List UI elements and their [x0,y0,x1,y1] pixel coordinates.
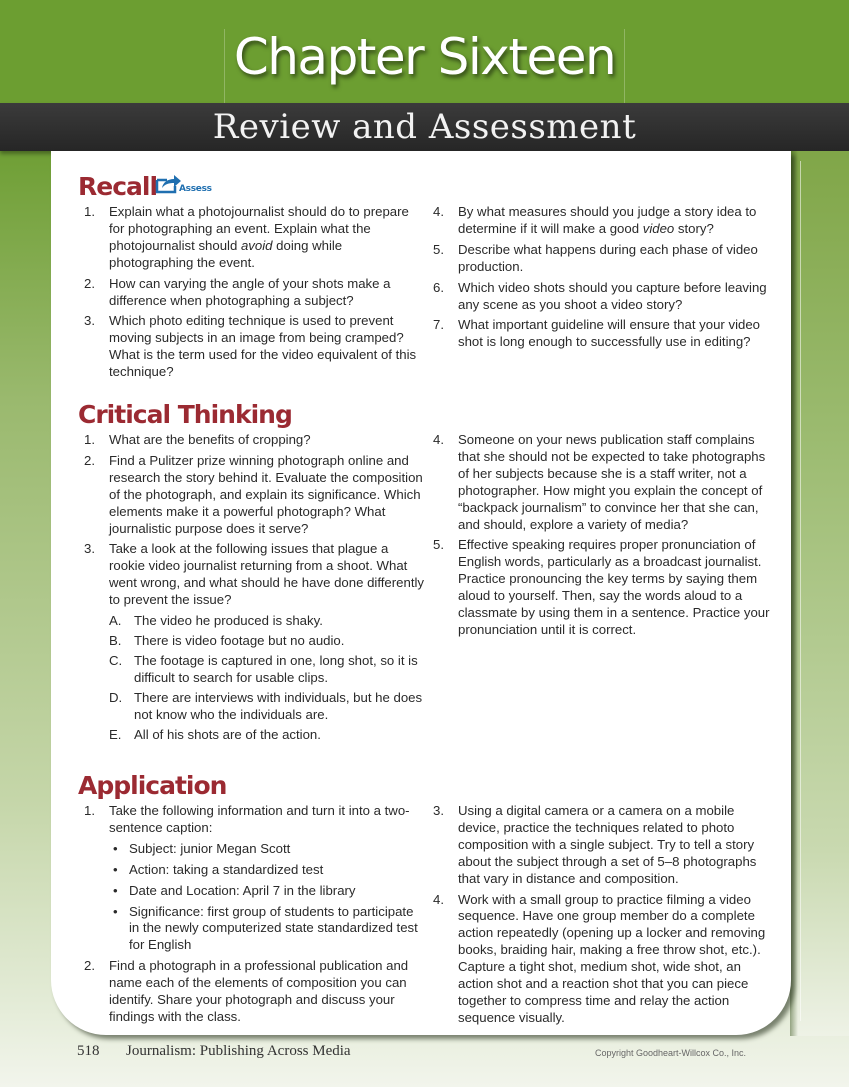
recall-item-2: 2. How can varying the angle of your shots make a difference when photographing a subject? [84,275,391,308]
application-column-left [81,803,426,1030]
recall-item-7: 7. What important guideline will ensure that your video shot is long enough to successfully use in editing? [433,317,761,350]
application-item-1-bullets [109,841,426,954]
chapter-title: Chapter Sixteen [233,28,616,86]
application-item-1: 1. Take the following information and turn it into a two-sentence caption: • Subject: junior Megan Scott • Action: taking a standardized test • Date and Location: April 7 in the library • Significance: first group of students to participate in the newly computerized state standardized test for English [81,803,426,954]
page-subtitle: Review and Assessment [212,107,637,147]
right-decorative-strip [790,151,849,1036]
application-item-4: 4. Work with a small group to practice filming a video sequence. Have one group member do a complete action repeatedly (opening up a locker and removing books, braiding hair, making a free throw shot, etc.). Capture a tight shot, medium shot, wide shot, an action shot and a reaction shot that you can piece together to compress time and relay the action sequence visually. [433,891,766,1025]
bullet-item: • Action: taking a standardized test [113,861,324,877]
recall-item-3: 3. Which photo editing technique is used to prevent moving subjects in an image from being cramped? What is the term used for the video equivalent of this technique? [84,313,417,380]
critical-item-4: 4. Someone on your news publication staff complains that she should not be expected to take photographs of her subjects because she is a staff writer, not a photographer. How might you explain the concept of “backpack journalism” to convince her that she can, and should, explore a variety of media? [433,432,766,532]
recall-column-right [430,204,775,355]
recall-heading: Recall [78,172,158,201]
copyright-notice: Copyright Goodheart-Willcox Co., Inc. [595,1048,747,1058]
book-title: Journalism: Publishing Across Media [126,1043,351,1059]
application-item-3: 3. Using a digital camera or a camera on a mobile device, practice the techniques related to photo composition with a single subject. Try to tell a story about the subject through a set of 5–8 photographs that vary in distance and composition. [433,803,757,886]
application-column-right [430,803,775,1031]
sub-item-b: B. There is video footage but no audio. [109,632,345,648]
page-number: 518 [77,1043,100,1059]
critical-item-3: 3. Take a look at the following issues that plague a rookie video journalist returning from a shoot. What went wrong, and what should he have done differently to prevent the issue? A. The video he produced is shaky. B. There is video footage but no audio. C. The footage is captured in one, long shot, so it is difficult to search for usable clips. D. There are interviews with individuals, but he does not know who the individuals are. E. All of his shots are of the action. [84,541,425,742]
application-item-2: 2. Find a photograph in a professional publication and name each of the elements of composition you can identify. Share your photograph and discuss your findings with the class. [84,958,409,1024]
critical-item-3-sublist [109,613,426,743]
assess-link[interactable] [155,172,215,196]
application-heading: Application [78,771,227,800]
critical-item-1: 1. What are the benefits of cropping? [84,432,311,447]
assess-label: Assess [179,184,212,194]
critical-item-2: 2. Find a Pulitzer prize winning photograph online and research the story behind it. Evaluate the composition of the photograph, and explain its significance. Which elements make it a powerful photograph? What journalistic purpose does it serve? [84,452,423,536]
critical-thinking-column-left [81,432,426,747]
recall-item-1: 1. Explain what a photojournalist should do to prepare for photographing an event. Explain what the photojournalist should avoid doing while photographing the event. [84,204,409,270]
sub-item-e: E. All of his shots are of the action. [109,726,321,742]
bullet-item: • Date and Location: April 7 in the library [113,882,356,898]
sub-item-c: C. The footage is captured in one, long shot, so it is difficult to search for usable clips. [109,652,418,685]
recall-item-5: 5. Describe what happens during each phase of video production. [433,241,758,274]
recall-item-6: 6. Which video shots should you capture before leaving any scene as you shoot a video story? [433,279,767,312]
bullet-item: • Subject: junior Megan Scott [113,840,291,856]
critical-thinking-column-right [430,432,775,643]
critical-item-5: 5. Effective speaking requires proper pronunciation of English words, particularly as a broadcast journalist. Practice pronouncing the key terms by saying them aloud to yourself. Then, say the words aloud to a classmate by using them in a sentence. Practice your pronunciation until it is correct. [433,537,770,637]
recall-column-left [81,204,426,385]
bullet-item: • Significance: first group of students to participate in the newly computerized state standardized test for English [113,903,418,953]
sub-item-a: A. The video he produced is shaky. [109,613,323,629]
critical-thinking-heading: Critical Thinking [78,400,292,429]
sub-item-d: D. There are interviews with individuals, but he does not know who the individuals are. [109,689,423,722]
recall-item-4: 4. By what measures should you judge a story idea to determine if it will make a good video story? [433,204,757,236]
